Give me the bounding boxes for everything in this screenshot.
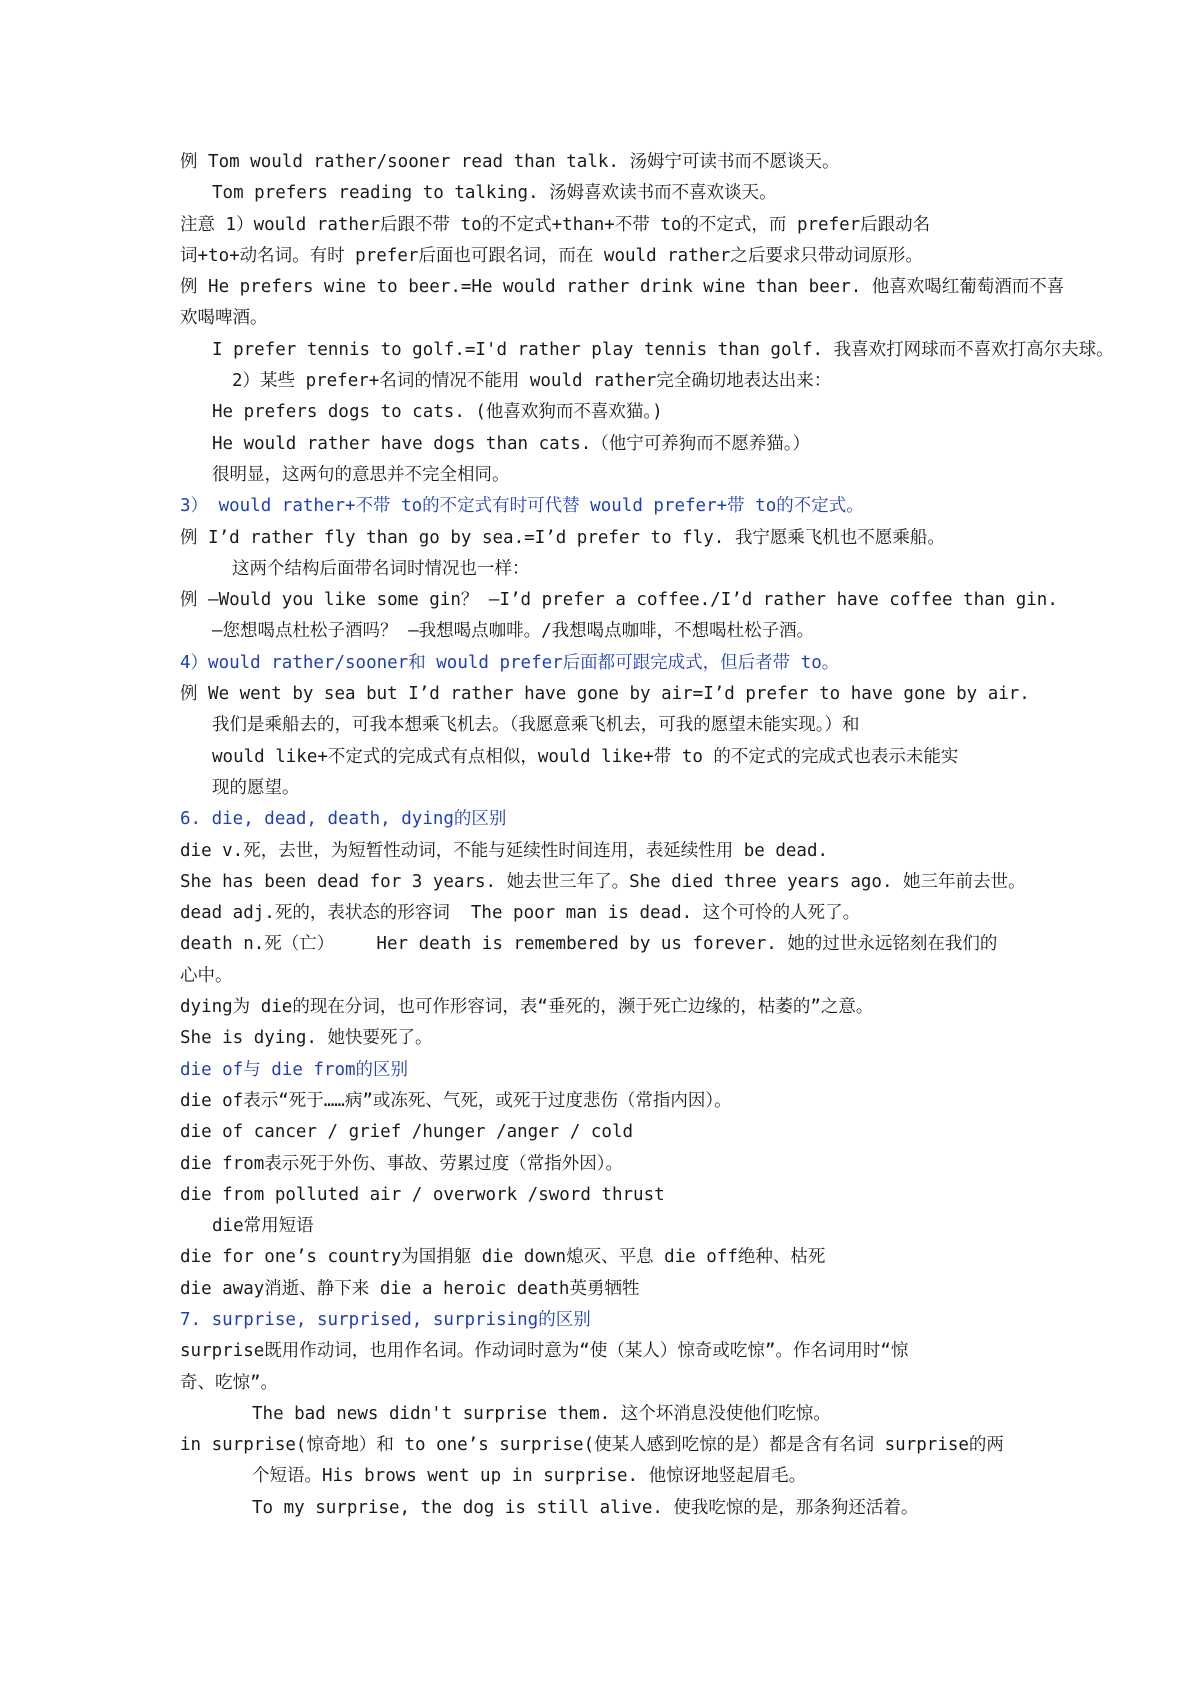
text-line: 例 He prefers wine to beer.=He would rather drink wine than beer. 他喜欢喝红葡萄酒而不喜 — [180, 277, 1065, 298]
text-line: 例 I’d rather fly than go by sea.=I’d prefer to fly. 我宁愿乘飞机也不愿乘船。 — [180, 527, 945, 548]
section-heading: 7. surprise, surprised, surprising的区别 — [180, 1309, 591, 1330]
text-line: death n.死（亡） Her death is remembered by us forever. 她的过世永远铭刻在我们的 — [180, 934, 998, 955]
text-line: 我们是乘船去的，可我本想乘飞机去。（我愿意乘飞机去，可我的愿望未能实现。）和 — [212, 715, 860, 736]
text-line: She has been dead for 3 years. 她去世三年了。She died three years ago. 她三年前去世。 — [180, 871, 1026, 892]
text-line: Tom prefers reading to talking. 汤姆喜欢读书而不喜欢谈天。 — [212, 183, 777, 204]
text-line: die from表示死于外伤、事故、劳累过度（常指外因）。 — [180, 1153, 624, 1174]
section-heading: die of与 die from的区别 — [180, 1059, 409, 1080]
text-line: —您想喝点杜松子酒吗？ —我想喝点咖啡。/我想喝点咖啡，不想喝杜松子酒。 — [212, 621, 815, 642]
text-line: 词+to+动名词。有时 prefer后面也可跟名词，而在 would rather之后要求只带动词原形。 — [180, 245, 923, 266]
text-line: die for one’s country为国捐躯 die down熄灭、平息 die off绝种、枯死 — [180, 1247, 826, 1268]
text-line: He prefers dogs to cats. (他喜欢狗而不喜欢猫。) — [212, 402, 663, 423]
text-line: 例 Tom would rather/sooner read than talk. 汤姆宁可读书而不愿谈天。 — [180, 152, 840, 172]
section-heading: 4）would rather/sooner和 would prefer后面都可跟完成式，但后者带 to。 — [180, 652, 840, 673]
text-line: 例 We went by sea but I’d rather have gone by air=I’d prefer to have gone by air. — [180, 684, 1030, 705]
text-line: die常用短语 — [212, 1216, 314, 1237]
text-line: die from polluted air / overwork /sword thrust — [180, 1184, 665, 1205]
text-line: die of cancer / grief /hunger /anger / cold — [180, 1122, 634, 1143]
document-body — [180, 147, 1114, 1524]
text-line: 例 —Would you like some gin？ —I’d prefer a coffee./I’d rather have coffee than gin. — [180, 590, 1058, 611]
text-line: He would rather have dogs than cats.（他宁可养狗而不愿养猫。） — [212, 433, 811, 454]
section-heading: 6. die, dead, death, dying的区别 — [180, 809, 507, 830]
text-line: To my surprise, the dog is still alive. 使我吃惊的是，那条狗还活着。 — [252, 1497, 919, 1518]
text-line: 这两个结构后面带名词时情况也一样： — [232, 558, 530, 579]
text-line: in surprise(惊奇地）和 to one’s surprise(使某人感到吃惊的是）都是含有名词 surprise的两 — [180, 1435, 1004, 1456]
text-line: The bad news didn't surprise them. 这个坏消息没使他们吃惊。 — [252, 1403, 831, 1424]
text-line: die v.死，去世，为短暂性动词，不能与延续性时间连用，表延续性用 be dead. — [180, 840, 829, 861]
text-line: 心中。 — [180, 965, 233, 986]
text-line: die of表示“死于……病”或冻死、气死，或死于过度悲伤（常指内因）。 — [180, 1090, 732, 1111]
text-line: 奇、吃惊”。 — [180, 1372, 279, 1393]
section-heading: 3） would rather+不带 to的不定式有时可代替 would prefer+带 to的不定式。 — [180, 496, 864, 517]
text-line: 注意 1）would rather后跟不带 to的不定式+than+不带 to的不定式，而 prefer后跟动名 — [180, 214, 931, 235]
text-line: 个短语。His brows went up in surprise. 他惊讶地竖起眉毛。 — [252, 1466, 807, 1487]
text-line: 现的愿望。 — [212, 777, 300, 798]
text-line: would like+不定式的完成式有点相似，would like+带 to 的不定式的完成式也表示未能实 — [212, 746, 959, 767]
text-line: I prefer tennis to golf.=I'd rather play tennis than golf. 我喜欢打网球而不喜欢打高尔夫球。 — [212, 339, 1114, 360]
text-line: 很明显，这两句的意思并不完全相同。 — [212, 464, 510, 485]
text-line: surprise既用作动词，也用作名词。作动词时意为“使（某人）惊奇或吃惊”。作名词用时“惊 — [180, 1341, 909, 1362]
text-line: die away消逝、静下来 die a heroic death英勇牺牲 — [180, 1278, 640, 1299]
text-line: She is dying. 她快要死了。 — [180, 1028, 433, 1049]
text-line: 欢喝啤酒。 — [180, 308, 268, 329]
text-line: dying为 die的现在分词，也可作形容词，表“垂死的，濒于死亡边缘的，枯萎的”之意。 — [180, 997, 874, 1018]
text-line: 2）某些 prefer+名词的情况不能用 would rather完全确切地表达出来： — [232, 371, 832, 392]
text-line: dead adj.死的，表状态的形容词 The poor man is dead. 这个可怜的人死了。 — [180, 903, 861, 924]
